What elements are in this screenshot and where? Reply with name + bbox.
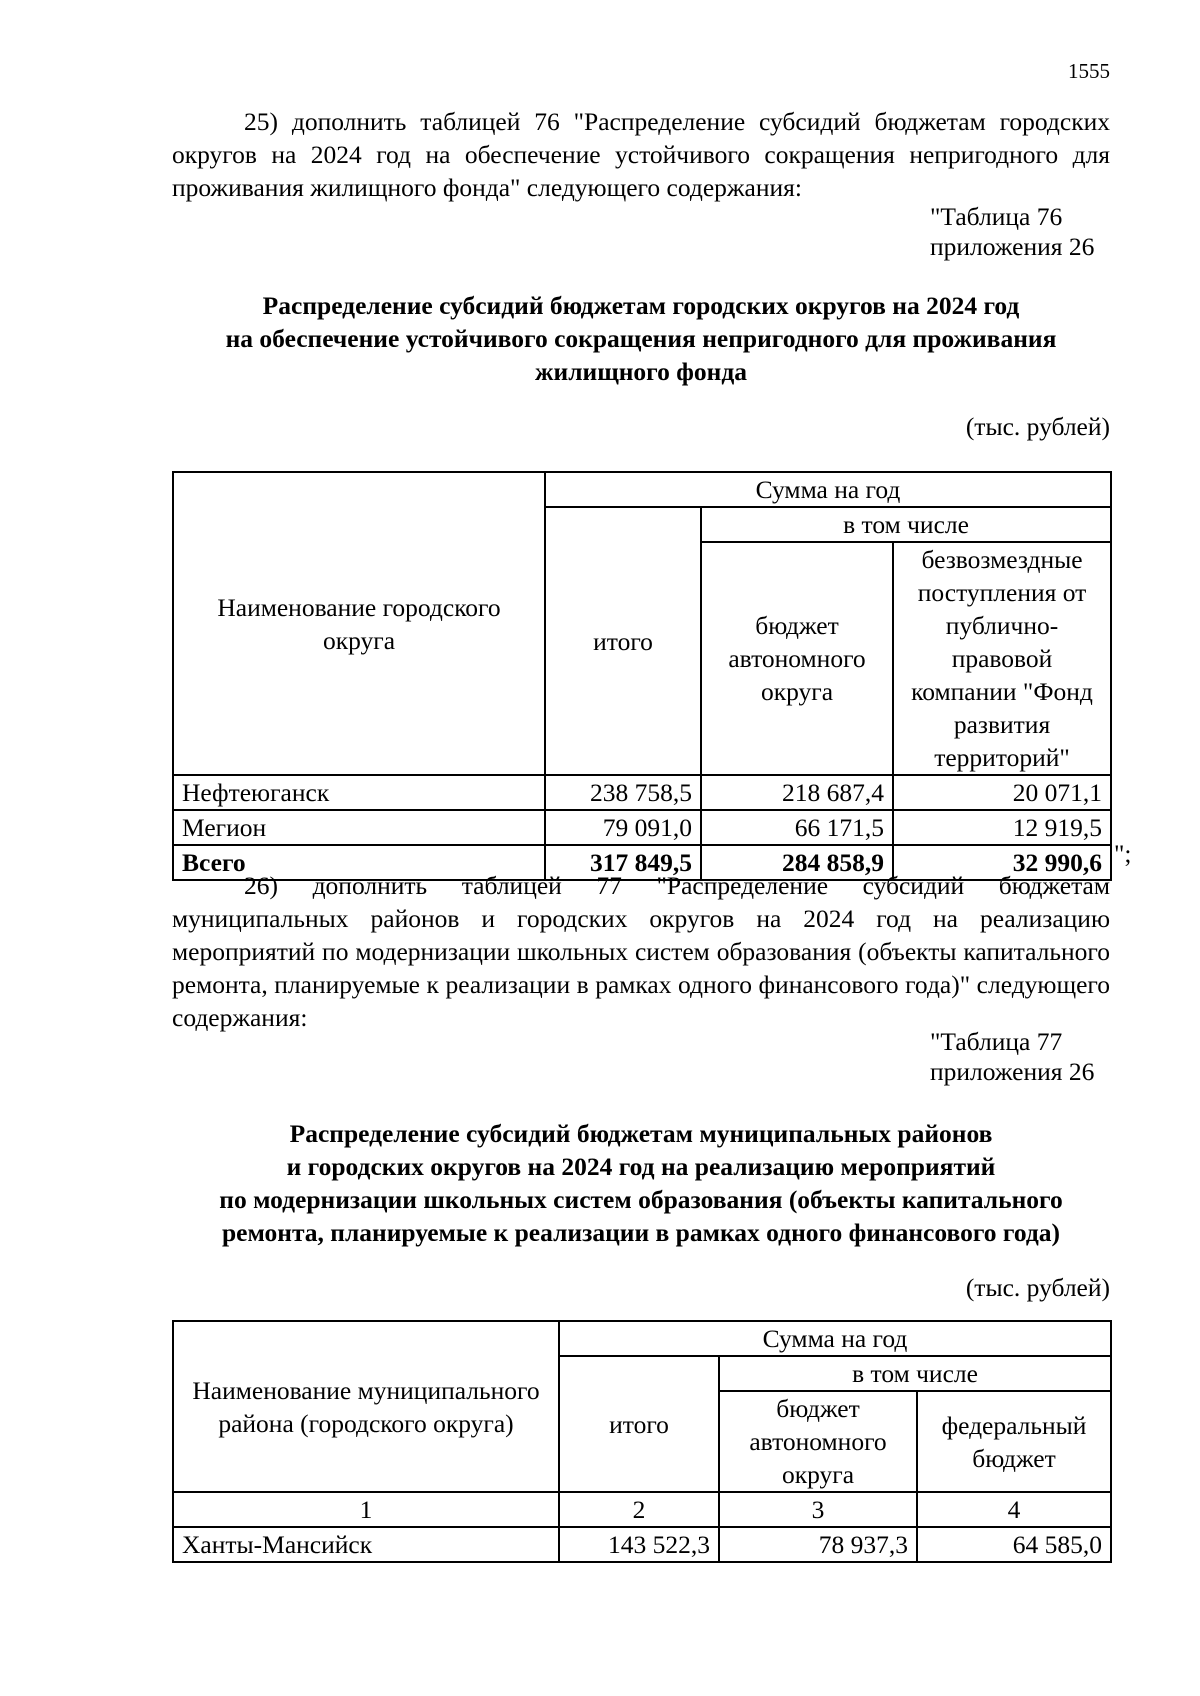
col-number: 4 bbox=[917, 1492, 1111, 1527]
title-line: Распределение субсидий бюджетам городских округов на 2024 год bbox=[262, 291, 1020, 320]
title-line: Распределение субсидий бюджетам муниципальных районов bbox=[289, 1119, 993, 1148]
header-fund: безвозмездные поступления от публично-правовой компании "Фонд развития территорий" bbox=[893, 542, 1111, 775]
header-ao-budget: бюджет автономного округа bbox=[701, 542, 893, 775]
paragraph-item-26: 26) дополнить таблицей 77 "Распределение субсидий бюджетам муниципальных районов и городских округов на 2024 год на реализацию мероприятий по модернизации школьных систем образования (объекты капитального ремонта, планируемые к реализации в рамках одного финансового года)" следующего содержания: bbox=[172, 871, 1110, 1032]
header-federal: федеральный бюджет bbox=[917, 1391, 1111, 1492]
header-name: Наименование муниципального района (городского округа) bbox=[173, 1321, 559, 1492]
col-number: 1 bbox=[173, 1492, 559, 1527]
header-incl: в том числе bbox=[719, 1356, 1111, 1391]
table-76-ref-line1: "Таблица 76 bbox=[930, 202, 1063, 231]
cell-fund: 12 919,5 bbox=[893, 810, 1111, 845]
table-77 bbox=[172, 1320, 1112, 1563]
col-number: 2 bbox=[559, 1492, 719, 1527]
cell-total: 238 758,5 bbox=[545, 775, 701, 810]
table-76 bbox=[172, 471, 1112, 881]
table-76-title bbox=[172, 289, 1110, 388]
header-total: итого bbox=[545, 507, 701, 775]
table-76-ref-line2: приложения 26 bbox=[930, 232, 1095, 261]
cell-fund: 32 990,6 bbox=[893, 845, 1111, 880]
cell-total: 143 522,3 bbox=[559, 1527, 719, 1562]
table-77-ref-line1: "Таблица 77 bbox=[930, 1027, 1063, 1056]
table-76-unit: (тыс. рублей) bbox=[965, 412, 1110, 441]
header-sum: Сумма на год bbox=[545, 472, 1111, 507]
cell-name: Всего bbox=[173, 845, 545, 880]
header-incl: в том числе bbox=[701, 507, 1111, 542]
cell-name: Нефтеюганск bbox=[173, 775, 545, 810]
cell-ao: 78 937,3 bbox=[719, 1527, 917, 1562]
table-77-title bbox=[172, 1117, 1110, 1249]
cell-fund: 20 071,1 bbox=[893, 775, 1111, 810]
table-77-unit: (тыс. рублей) bbox=[965, 1273, 1110, 1302]
header-name: Наименование городского округа bbox=[173, 472, 545, 775]
cell-ao: 284 858,9 bbox=[701, 845, 893, 880]
cell-name: Мегион bbox=[173, 810, 545, 845]
title-line: по модернизации школьных систем образования (объекты капитального bbox=[219, 1185, 1063, 1214]
cell-name: Ханты-Мансийск bbox=[173, 1527, 559, 1562]
title-line: и городских округов на 2024 год на реализацию мероприятий bbox=[286, 1152, 996, 1181]
table-row bbox=[173, 810, 1111, 845]
cell-ao: 218 687,4 bbox=[701, 775, 893, 810]
table-77-ref-line2: приложения 26 bbox=[930, 1057, 1095, 1086]
page-number: 1555 bbox=[1068, 59, 1110, 83]
cell-federal: 64 585,0 bbox=[917, 1527, 1111, 1562]
header-total: итого bbox=[559, 1356, 719, 1492]
title-line: ремонта, планируемые к реализации в рамках одного финансового года) bbox=[221, 1218, 1060, 1247]
cell-total: 317 849,5 bbox=[545, 845, 701, 880]
table-row bbox=[173, 775, 1111, 810]
paragraph-item-25: 25) дополнить таблицей 76 "Распределение субсидий бюджетам городских округов на 2024 год на обеспечение устойчивого сокращения непригодного для проживания жилищного фонда" следующего содержания: bbox=[172, 107, 1110, 202]
header-sum: Сумма на год bbox=[559, 1321, 1111, 1356]
title-line: на обеспечение устойчивого сокращения непригодного для проживания bbox=[225, 324, 1057, 353]
col-number: 3 bbox=[719, 1492, 917, 1527]
header-ao-budget: бюджет автономного округа bbox=[719, 1391, 917, 1492]
title-line: жилищного фонда bbox=[535, 357, 747, 386]
cell-total: 79 091,0 bbox=[545, 810, 701, 845]
cell-ao: 66 171,5 bbox=[701, 810, 893, 845]
table-76-closing-quote: "; bbox=[1114, 839, 1132, 868]
table-row bbox=[173, 1527, 1111, 1562]
column-numbers-row bbox=[173, 1492, 1111, 1527]
